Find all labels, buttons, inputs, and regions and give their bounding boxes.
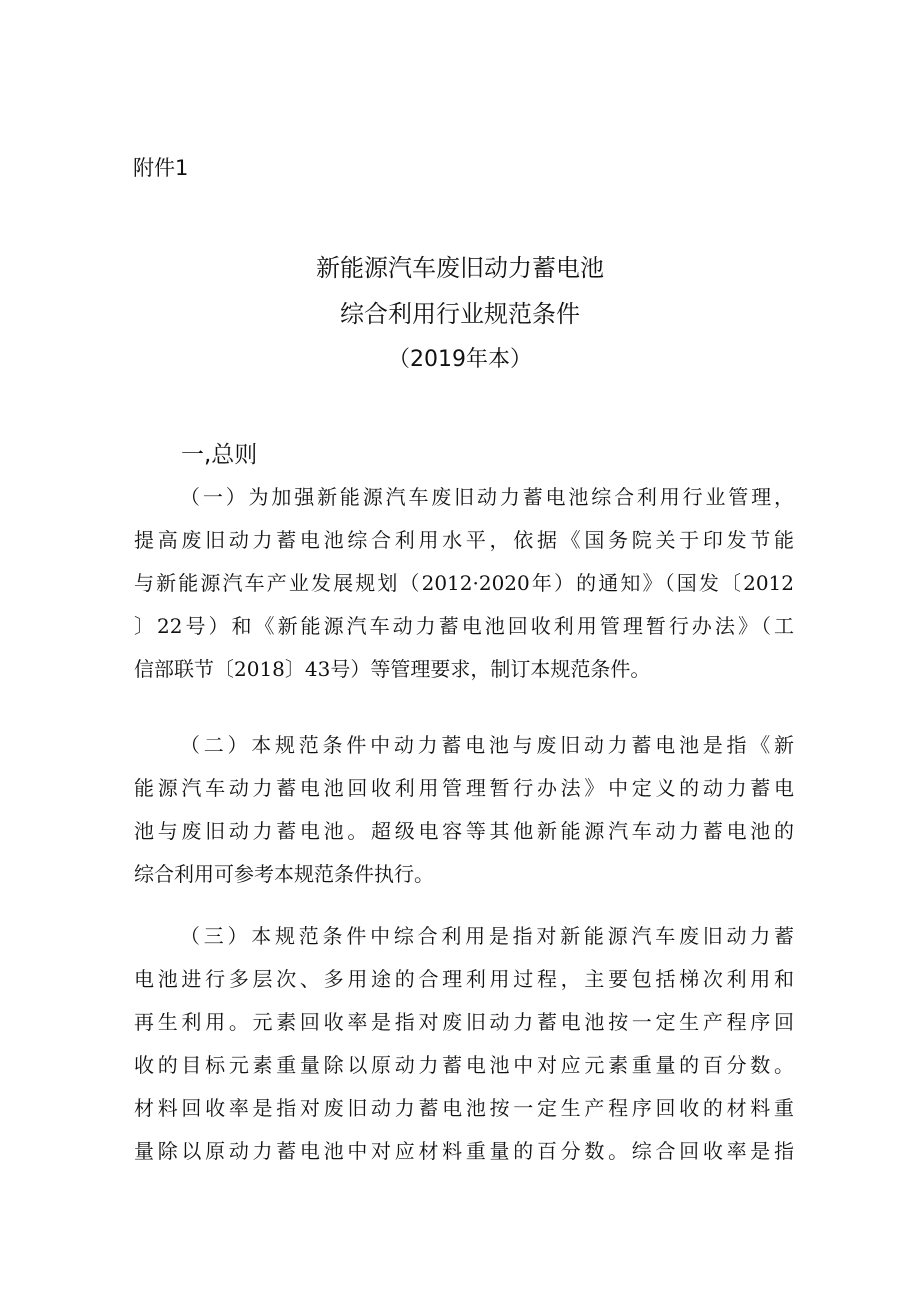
- paragraph-line: （三）本规范条件中综合利用是指对新能源汽车废旧动力蓄: [180, 924, 794, 948]
- paragraph-line: 提高废旧动力蓄电池综合利用水平，依据《国务院关于印发节能: [134, 528, 794, 552]
- attachment-label: 附件1: [133, 156, 189, 180]
- document-edition: （2019年本）: [388, 347, 532, 372]
- paragraph-line: 综合利用可参考本规范条件执行。: [134, 862, 434, 886]
- paragraph-line: 量除以原动力蓄电池中对应材料重量的百分数。综合回收率是指: [134, 1139, 794, 1163]
- paragraph-line: 电池进行多层次、多用途的合理利用过程，主要包括梯次利用和: [134, 967, 794, 991]
- section-heading: 一,总则: [181, 442, 258, 468]
- paragraph-line: 〕22号）和《新能源汽车动力蓄电池回收利用管理暂行办法》（工: [134, 614, 794, 638]
- paragraph-line: （一）为加强新能源汽车废旧动力蓄电池综合利用行业管理，: [180, 485, 794, 509]
- document-title-line-1: 新能源汽车废旧动力蓄电池: [316, 254, 604, 282]
- paragraph-line: 信部联节〔2018〕43号）等管理要求，制订本规范条件。: [134, 657, 651, 681]
- paragraph-line: 再生利用。元素回收率是指对废旧动力蓄电池按一定生产程序回: [134, 1010, 794, 1034]
- document-title-line-2: 综合利用行业规范条件: [340, 300, 580, 328]
- paragraph-line: 收的目标元素重量除以原动力蓄电池中对应元素重量的百分数。: [134, 1053, 794, 1077]
- paragraph-line: 池与废旧动力蓄电池。超级电容等其他新能源汽车动力蓄电池的: [134, 819, 794, 843]
- paragraph-line: 能源汽车动力蓄电池回收利用管理暂行办法》中定义的动力蓄电: [134, 776, 794, 800]
- paragraph-line: 材料回收率是指对废旧动力蓄电池按一定生产程序回收的材料重: [134, 1096, 794, 1120]
- paragraph-line: 与新能源汽车产业发展规划（2012·2020年）的通知》（国发〔2012: [134, 571, 794, 595]
- paragraph-line: （二）本规范条件中动力蓄电池与废旧动力蓄电池是指《新: [180, 733, 794, 757]
